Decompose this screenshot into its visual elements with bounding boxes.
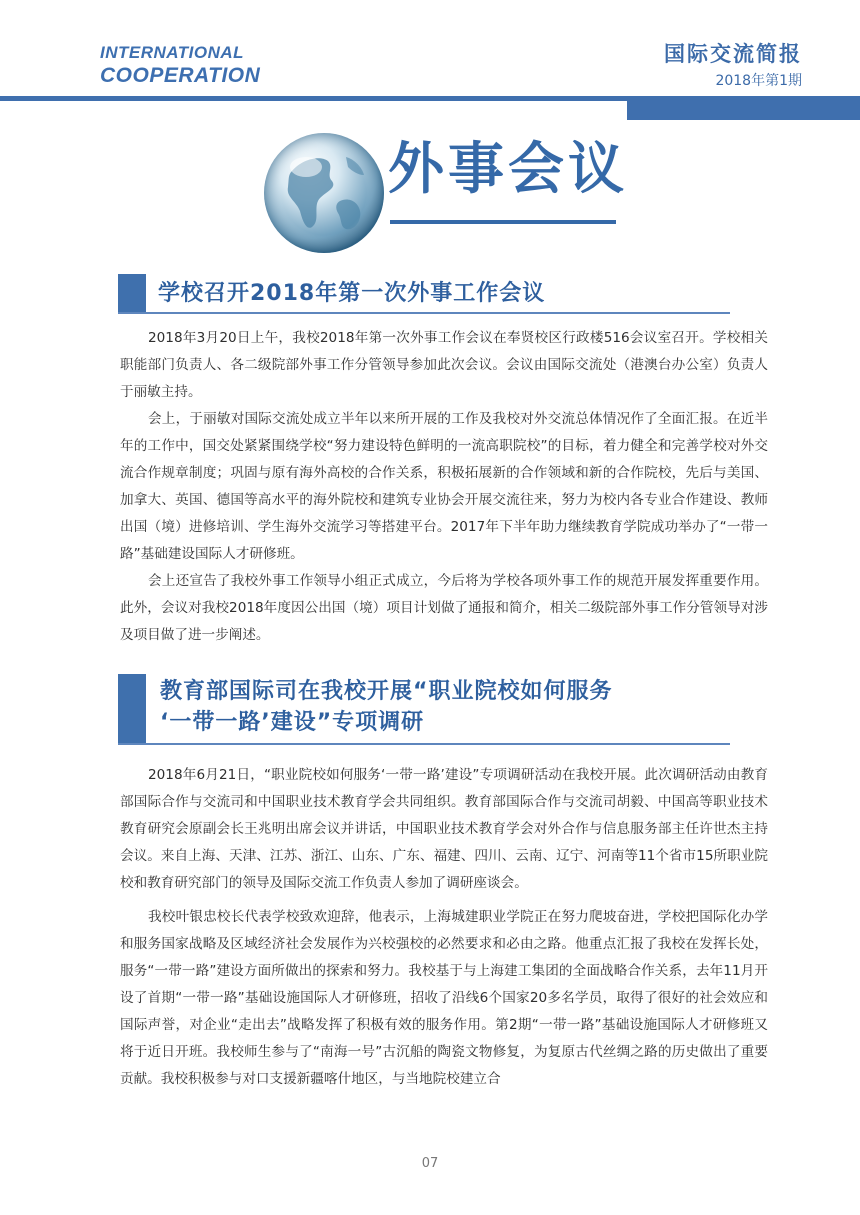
article2-paragraph-2: 我校叶银忠校长代表学校致欢迎辞，他表示，上海城建职业学院正在努力爬坡奋进，学校把国际化办学和服务国家战略及区域经济社会发展作为兴校强校的必然要求和必由之路。他重点汇报了我校在发挥长处，服务“一带一路”建设方面所做出的探索和努力。我校基于与上海建工集团的全面战略合作关系，去年11月开设了首期“一带一路”基础设施国际人才研修班，招收了沿线6个国家20多名学员，取得了很好的社会效应和国际声誉，对企业“走出去”战略发挥了积极有效的服务作用。第2期“一带一路”基础设施国际人才研修班又将于近日开班。我校师生参与了“南海一号”古沉船的陶瓷文物修复，为复原古代丝绸之路的历史做出了重要贡献。我校积极参与对口支援新疆喀什地区，与当地院校建立合 [120,909,768,1087]
brand-line1: INTERNATIONAL [100,43,245,62]
article2-heading-rule [118,743,730,745]
header-accent-block [627,96,860,120]
article2-title-line2: ‘一带一路’建设”专项调研 [160,710,425,735]
article2-paragraph-1: 2018年6月21日，“职业院校如何服务‘一带一路’建设”专项调研活动在我校开展。此次调研活动由教育部国际合作与交流司和中国职业技术教育学会共同组织。教育部国际合作与交流司胡毅、中国高等职业技术教育研究会原副会长王兆明出席会议并讲话，中国职业技术教育学会对外合作与信息服务部主任许世杰主持会议。来自上海、天津、江苏、浙江、山东、广东、福建、四川、云南、辽宁、河南等11个省市15所职业院校和教育研究部门的领导及国际交流工作负责人参加了调研座谈会。 [120,767,768,891]
section-title-underline [390,220,616,224]
brand-line2: COOPERATION [100,64,261,87]
page-number: 07 [421,1156,439,1171]
section-title: 外事会议 [388,137,628,202]
brand-logo [100,44,260,86]
article1-paragraph-1: 2018年3月20日上午，我校2018年第一次外事工作会议在奉贤校区行政楼516会议室召开。学校相关职能部门负责人、各二级院部外事工作分管领导参加此次会议。会议由国际交流处（港澳台办公室）负责人于丽敏主持。 [120,330,768,400]
article1-heading-bar [118,274,146,314]
publication-info [664,38,802,90]
article1-heading-rule [118,312,730,314]
article1-paragraph-2: 会上，于丽敏对国际交流处成立半年以来所开展的工作及我校对外交流总体情况作了全面汇报。在近半年的工作中，国交处紧紧围绕学校“努力建设特色鲜明的一流高职院校”的目标，着力健全和完善学校对外交流合作规章制度；巩固与原有海外高校的合作关系，积极拓展新的合作领域和新的合作院校，先后与美国、加拿大、英国、德国等高水平的海外院校和建筑专业协会开展交流往来，努力为校内各专业合作建设、教师出国（境）进修培训、学生海外交流学习等搭建平台。2017年下半年助力继续教育学院成功举办了“一带一路”基础建设国际人才研修班。 [120,411,768,562]
globe-icon [262,131,386,255]
issue-label: 2018年第1期 [715,73,802,89]
article1-paragraph-3: 会上还宣告了我校外事工作领导小组正式成立，今后将为学校各项外事工作的规范开展发挥重要作用。此外，会议对我校2018年度因公出国（境）项目计划做了通报和简介，相关二级院部外事工作分管领导对涉及项目做了进一步阐述。 [120,573,768,643]
publication-title: 国际交流简报 [664,42,802,66]
article1-title: 学校召开2018年第一次外事工作会议 [158,281,546,306]
article2-title-line1: 教育部国际司在我校开展“职业院校如何服务 [160,679,613,704]
article2-heading-bar [118,674,146,744]
